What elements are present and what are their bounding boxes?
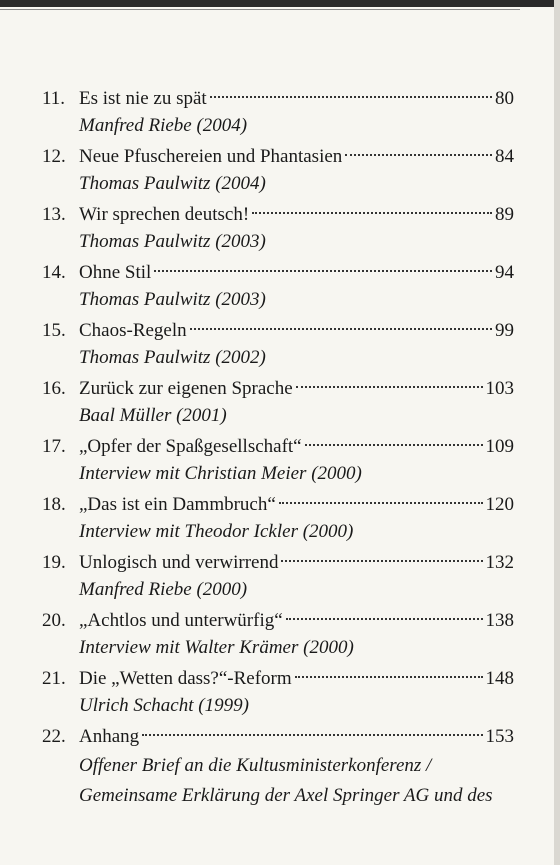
toc-entry xyxy=(42,605,514,663)
entry-page: 153 xyxy=(485,726,514,747)
entry-number: 16. xyxy=(42,378,66,399)
entry-author: Interview mit Theodor Ickler (2000) xyxy=(79,521,354,542)
entry-title: Die „Wetten dass?“-Reform xyxy=(79,668,292,689)
dot-leader xyxy=(295,657,483,678)
dot-leader xyxy=(281,541,482,562)
toc-entry xyxy=(42,257,514,315)
entry-title: Unlogisch und verwirrend xyxy=(79,552,279,573)
dot-leader xyxy=(142,715,482,736)
entry-number: 12. xyxy=(42,146,66,167)
dot-leader xyxy=(286,599,483,620)
entry-author: Ulrich Schacht (1999) xyxy=(79,695,249,716)
dot-leader xyxy=(296,367,483,388)
entry-author: Thomas Paulwitz (2002) xyxy=(79,347,266,368)
entry-page: 99 xyxy=(495,320,514,341)
dot-leader xyxy=(190,309,492,330)
dot-leader xyxy=(345,135,492,156)
entry-page: 80 xyxy=(495,88,514,109)
entry-number: 21. xyxy=(42,668,66,689)
dot-leader xyxy=(305,425,483,446)
toc-entry xyxy=(42,721,514,811)
entry-title: Chaos-Regeln xyxy=(79,320,187,341)
dot-leader xyxy=(252,193,492,214)
entry-number: 13. xyxy=(42,204,66,225)
toc-entry xyxy=(42,489,514,547)
entry-title: „Opfer der Spaßgesellschaft“ xyxy=(79,436,302,457)
toc-entry xyxy=(42,663,514,721)
entry-title: Wir sprechen deutsch! xyxy=(79,204,250,225)
entry-author: Thomas Paulwitz (2003) xyxy=(79,289,266,310)
entry-number: 22. xyxy=(42,726,66,747)
toc-entry xyxy=(42,547,514,605)
entry-title: „Achtlos und unterwürfig“ xyxy=(79,610,283,631)
entry-page: 120 xyxy=(485,494,514,515)
table-of-contents xyxy=(42,83,514,811)
entry-number: 19. xyxy=(42,552,66,573)
entry-author: Baal Müller (2001) xyxy=(79,405,227,426)
entry-author: Interview mit Walter Krämer (2000) xyxy=(79,637,354,658)
entry-page: 103 xyxy=(485,378,514,399)
entry-number: 14. xyxy=(42,262,66,283)
entry-author: Manfred Riebe (2000) xyxy=(79,579,248,600)
page-edge xyxy=(554,0,560,865)
entry-page: 84 xyxy=(495,146,514,167)
entry-number: 15. xyxy=(42,320,66,341)
entry-author: Manfred Riebe (2004) xyxy=(79,115,248,136)
toc-entry xyxy=(42,83,514,141)
entry-title: „Das ist ein Dammbruch“ xyxy=(79,494,276,515)
dot-leader xyxy=(154,251,492,272)
entry-title: Anhang xyxy=(79,726,140,747)
entry-author: Thomas Paulwitz (2003) xyxy=(79,231,266,252)
entry-author: Thomas Paulwitz (2004) xyxy=(79,173,266,194)
top-border xyxy=(0,0,560,7)
entry-author: Interview mit Christian Meier (2000) xyxy=(79,463,362,484)
entry-number: 20. xyxy=(42,610,66,631)
dot-leader xyxy=(210,77,492,98)
entry-title: Zurück zur eigenen Sprache xyxy=(79,378,293,399)
entry-number: 17. xyxy=(42,436,66,457)
entry-page: 89 xyxy=(495,204,514,225)
top-rule xyxy=(0,9,520,10)
entry-page: 109 xyxy=(485,436,514,457)
entry-number: 11. xyxy=(42,88,66,109)
entry-page: 148 xyxy=(485,668,514,689)
toc-entry xyxy=(42,315,514,373)
toc-entry xyxy=(42,373,514,431)
entry-author: Offener Brief an die Kultusministerkonferenz / Gemeinsame Erklärung der Axel Springer AG und des xyxy=(79,755,493,806)
toc-entry xyxy=(42,199,514,257)
entry-page: 132 xyxy=(485,552,514,573)
entry-number: 18. xyxy=(42,494,66,515)
entry-title: Neue Pfuschereien und Phantasien xyxy=(79,146,343,167)
toc-entry xyxy=(42,431,514,489)
dot-leader xyxy=(279,483,483,504)
entry-title: Ohne Stil xyxy=(79,262,152,283)
entry-title: Es ist nie zu spät xyxy=(79,88,207,109)
entry-page: 94 xyxy=(495,262,514,283)
toc-entry xyxy=(42,141,514,199)
entry-page: 138 xyxy=(485,610,514,631)
